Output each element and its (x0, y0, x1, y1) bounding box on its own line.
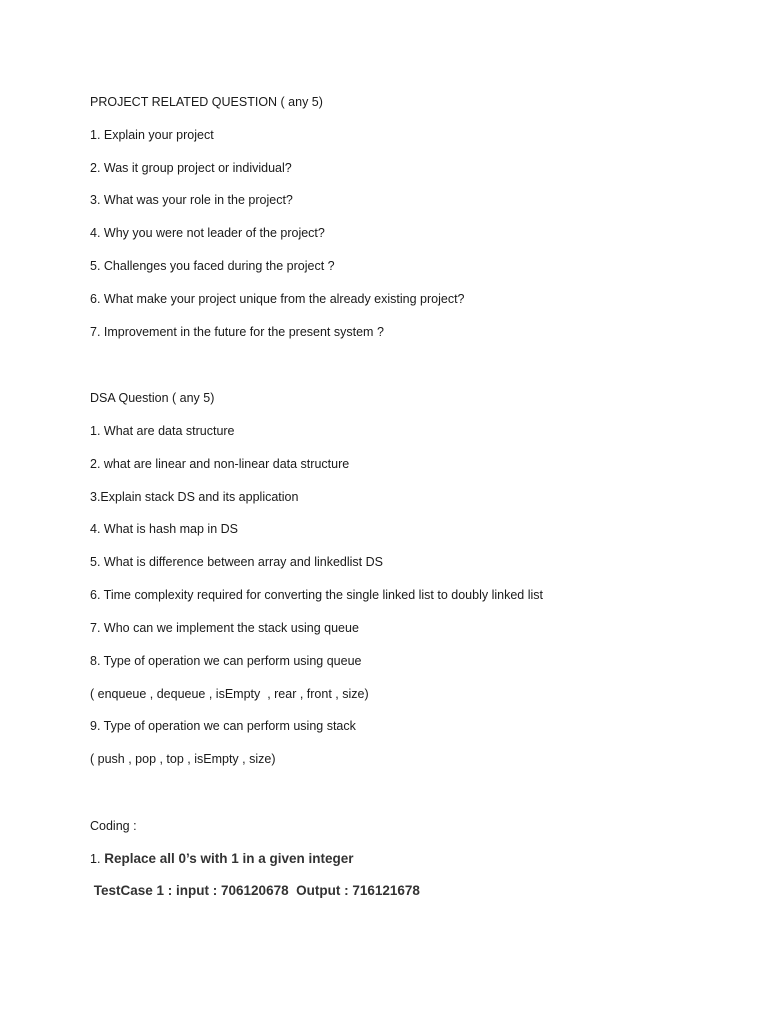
dsa-question-2: 2. what are linear and non-linear data structure (90, 457, 350, 471)
dsa-question-8-detail: ( enqueue , dequeue , isEmpty , rear , front , size) (90, 687, 369, 701)
dsa-question-9: 9. Type of operation we can perform using stack (90, 719, 356, 733)
project-question-3: 3. What was your role in the project? (90, 193, 293, 207)
coding-problem-number: 1. (90, 852, 101, 866)
coding-problem-text: Replace all 0’s with 1 in a given integer (100, 851, 354, 866)
dsa-question-3: 3.Explain stack DS and its application (90, 490, 299, 504)
project-question-5: 5. Challenges you faced during the project ? (90, 259, 335, 273)
dsa-question-8: 8. Type of operation we can perform using queue (90, 654, 362, 668)
project-question-7: 7. Improvement in the future for the present system ? (90, 325, 384, 339)
dsa-question-5: 5. What is difference between array and linkedlist DS (90, 555, 383, 569)
coding-section-heading: Coding : (90, 819, 137, 833)
dsa-section-heading: DSA Question ( any 5) (90, 391, 215, 405)
project-question-1: 1. Explain your project (90, 128, 214, 142)
dsa-question-9-detail: ( push , pop , top , isEmpty , size) (90, 752, 276, 766)
dsa-question-6: 6. Time complexity required for converting the single linked list to doubly linked list (90, 588, 543, 602)
project-question-6: 6. What make your project unique from the already existing project? (90, 292, 465, 306)
project-question-4: 4. Why you were not leader of the project? (90, 226, 325, 240)
coding-testcase-1: TestCase 1 : input : 706120678 Output : 716121678 (90, 883, 420, 898)
coding-problem-1 (90, 851, 354, 867)
dsa-question-4: 4. What is hash map in DS (90, 522, 238, 536)
project-question-2: 2. Was it group project or individual? (90, 161, 292, 175)
project-section-heading: PROJECT RELATED QUESTION ( any 5) (90, 95, 323, 109)
dsa-question-1: 1. What are data structure (90, 424, 235, 438)
dsa-question-7: 7. Who can we implement the stack using queue (90, 621, 359, 635)
